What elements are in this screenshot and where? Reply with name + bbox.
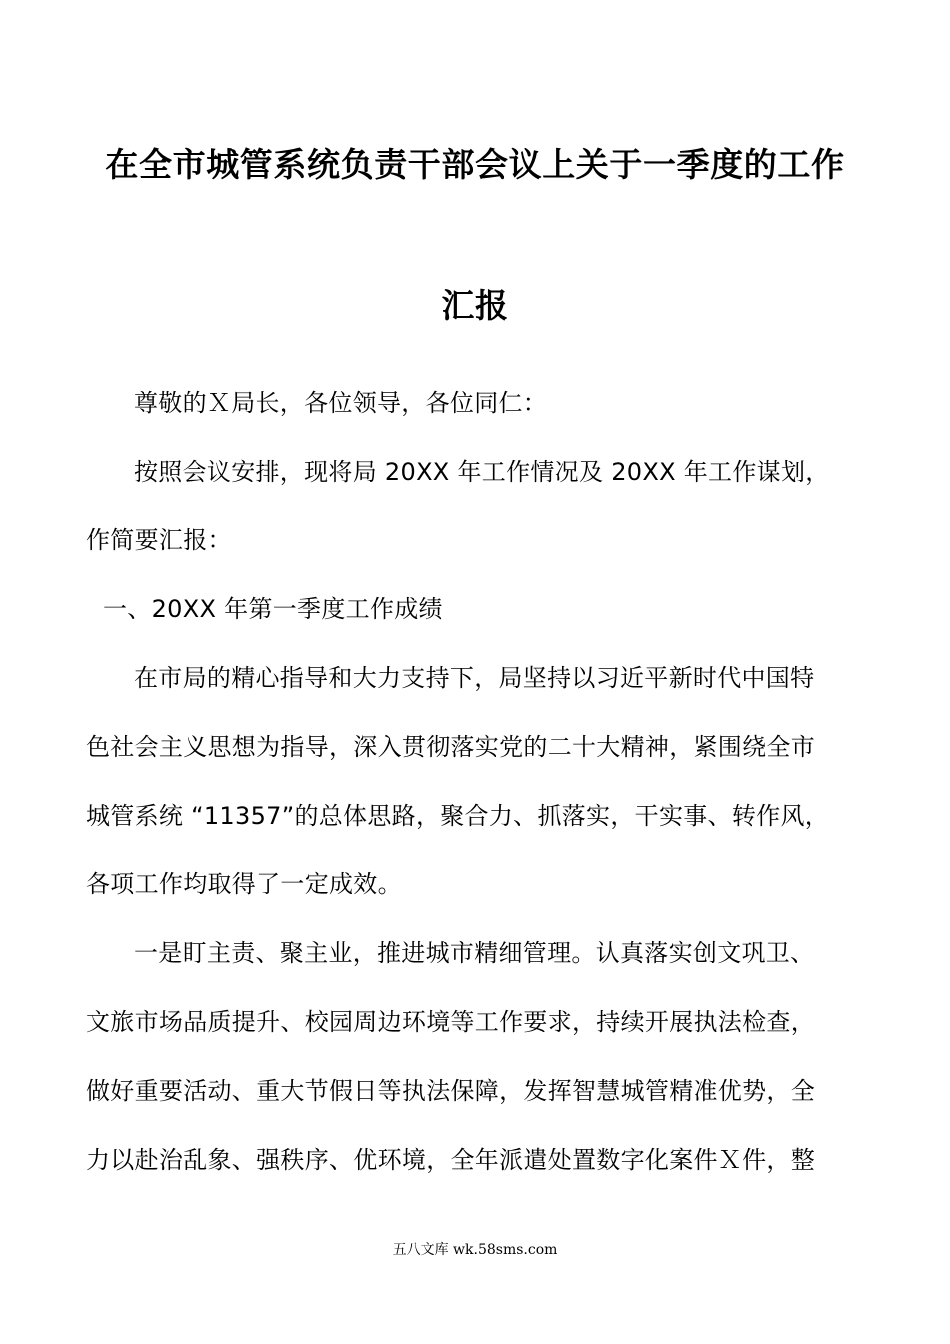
section-heading: 一、20XX 年第一季度工作成绩 <box>103 595 443 623</box>
body-line: 按照会议安排，现将局 20XX 年工作情况及 20XX 年工作谋划， <box>134 458 830 486</box>
document-title-line-1: 在全市城管系统负责干部会议上关于一季度的工作 <box>105 145 845 184</box>
body-line: 城管系统 “11357”的总体思路，聚合力、抓落实，干实事、转作风， <box>86 802 830 830</box>
body-line: 一是盯主责、聚主业，推进城市精细管理。认真落实创文巩卫、 <box>134 939 815 967</box>
page-footer: 五八文库 wk.58sms.com <box>392 1242 558 1258</box>
body-line: 做好重要活动、重大节假日等执法保障，发挥智慧城管精准优势，全 <box>86 1077 815 1105</box>
document-title-line-2: 汇报 <box>441 286 509 325</box>
salutation: 尊敬的Ｘ局长，各位领导，各位同仁： <box>134 389 548 417</box>
body-line: 力以赴治乱象、强秩序、优环境，全年派遣处置数字化案件Ｘ件，整 <box>86 1146 815 1174</box>
body-line: 色社会主义思想为指导，深入贯彻落实党的二十大精神，紧围绕全市 <box>86 733 815 761</box>
body-line: 文旅市场品质提升、校园周边环境等工作要求，持续开展执法检查， <box>86 1008 815 1036</box>
body-line: 在市局的精心指导和大力支持下，局坚持以习近平新时代中国特 <box>134 664 815 692</box>
body-line: 作简要汇报： <box>86 526 232 554</box>
body-line: 各项工作均取得了一定成效。 <box>86 870 402 898</box>
